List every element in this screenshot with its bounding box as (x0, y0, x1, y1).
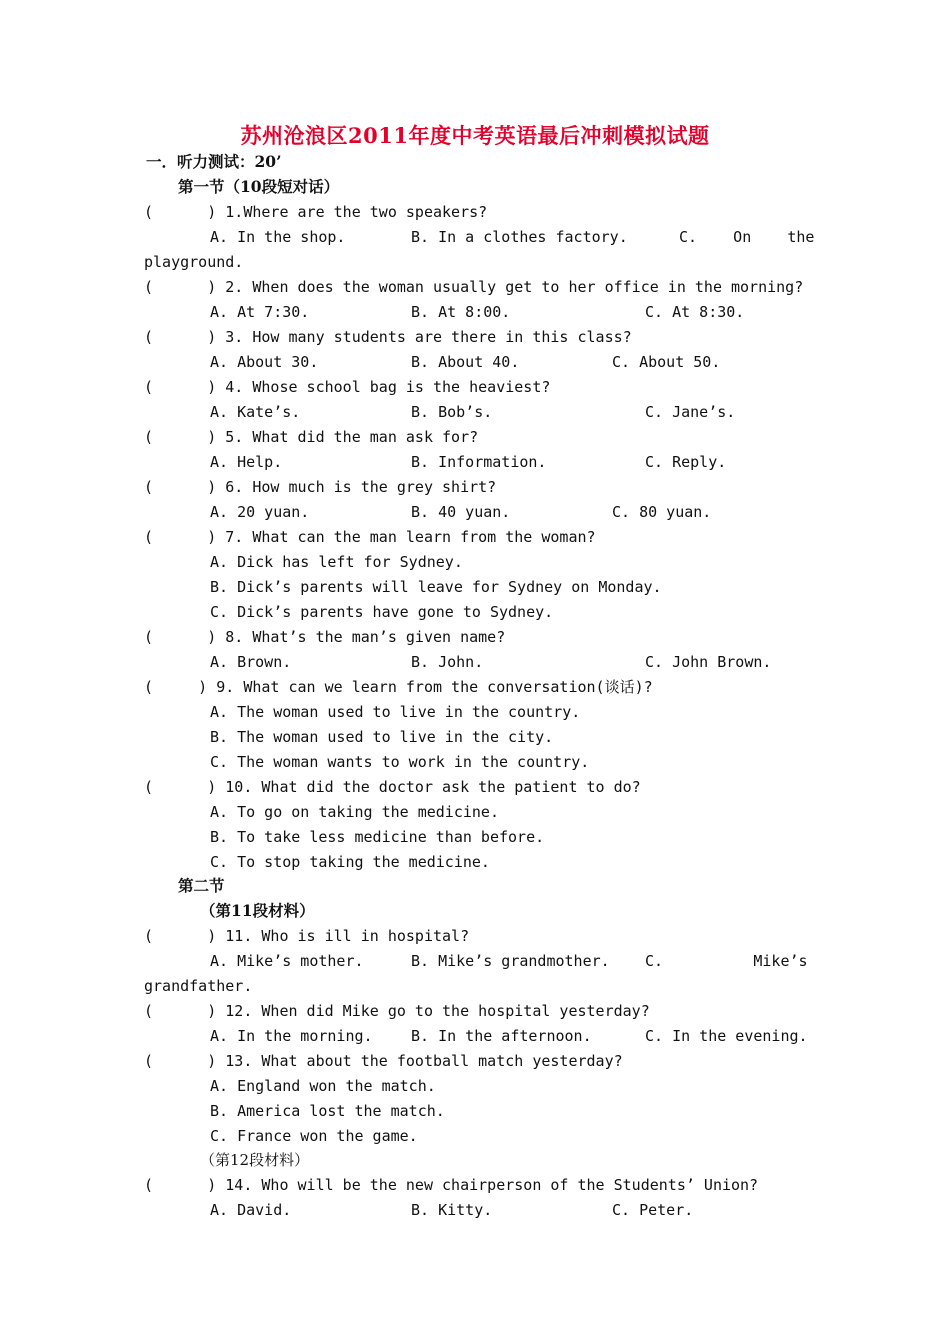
question-2: ( ) 2. When does the woman usually get to her office in the morning? (144, 278, 804, 296)
question-3: ( ) 3. How many students are there in this class? (144, 328, 632, 346)
material-11-heading: （第11段材料） (200, 901, 315, 920)
q10-option-c: C. To stop taking the medicine. (210, 853, 490, 871)
q2-option-b: B. At 8:00. (411, 303, 511, 321)
page-title: 苏州沧浪区2011年度中考英语最后冲刺模拟试题 (240, 123, 710, 148)
q4-option-c: C. Jane’s. (645, 403, 736, 421)
q3-option-a: A. About 30. (210, 353, 319, 371)
question-4: ( ) 4. Whose school bag is the heaviest? (144, 378, 551, 396)
q13-option-a: A. England won the match. (210, 1077, 436, 1095)
q1-option-c: C. On the (679, 228, 815, 246)
material-12-heading: （第12段材料） (200, 1151, 310, 1169)
question-11: ( ) 11. Who is ill in hospital? (144, 927, 470, 945)
question-1: ( ) 1.Where are the two speakers? (144, 203, 488, 221)
q10-option-a: A. To go on taking the medicine. (210, 803, 499, 821)
q6-option-b: B. 40 yuan. (411, 503, 511, 521)
q6-option-a: A. 20 yuan. (210, 503, 310, 521)
q11-option-c: C. Mike’s (645, 952, 808, 970)
q3-option-c: C. About 50. (612, 353, 721, 371)
q14-option-a: A. David. (210, 1201, 292, 1219)
q2-option-c: C. At 8:30. (645, 303, 745, 321)
q9-option-a: A. The woman used to live in the country. (210, 703, 581, 721)
q7-option-b: B. Dick’s parents will leave for Sydney on Monday. (210, 578, 662, 596)
q13-option-c: C. France won the game. (210, 1127, 418, 1145)
q9-option-b: B. The woman used to live in the city. (210, 728, 554, 746)
question-9: ( ) 9. What can we learn from the conversation(谈话)? (144, 678, 653, 696)
q2-option-a: A. At 7:30. (210, 303, 310, 321)
q7-option-c: C. Dick’s parents have gone to Sydney. (210, 603, 554, 621)
q13-option-b: B. America lost the match. (210, 1102, 445, 1120)
q3-option-b: B. About 40. (411, 353, 520, 371)
question-5: ( ) 5. What did the man ask for? (144, 428, 479, 446)
q14-option-b: B. Kitty. (411, 1201, 493, 1219)
question-8: ( ) 8. What’s the man’s given name? (144, 628, 506, 646)
question-14: ( ) 14. Who will be the new chairperson of the Students’ Union? (144, 1176, 759, 1194)
part-heading-2: 第二节 (178, 876, 225, 895)
q12-option-b: B. In the afternoon. (411, 1027, 592, 1045)
q5-option-a: A. Help. (210, 453, 283, 471)
question-12: ( ) 12. When did Mike go to the hospital yesterday? (144, 1002, 650, 1020)
part-heading: 第一节（10段短对话） (178, 177, 340, 196)
q11-option-c-cont: grandfather. (144, 977, 253, 995)
q7-option-a: A. Dick has left for Sydney. (210, 553, 463, 571)
q12-option-a: A. In the morning. (210, 1027, 373, 1045)
question-7: ( ) 7. What can the man learn from the woman? (144, 528, 596, 546)
question-10: ( ) 10. What did the doctor ask the patient to do? (144, 778, 641, 796)
q4-option-a: A. Kate’s. (210, 403, 301, 421)
section-heading: 一．听力测试：20’ (146, 152, 282, 171)
q4-option-b: B. Bob’s. (411, 403, 493, 421)
q5-option-b: B. Information. (411, 453, 547, 471)
q8-option-a: A. Brown. (210, 653, 292, 671)
q14-option-c: C. Peter. (612, 1201, 694, 1219)
q11-option-a: A. Mike’s mother. (210, 952, 364, 970)
q10-option-b: B. To take less medicine than before. (210, 828, 545, 846)
q12-option-c: C. In the evening. (645, 1027, 808, 1045)
q5-option-c: C. Reply. (645, 453, 727, 471)
q8-option-b: B. John. (411, 653, 484, 671)
question-13: ( ) 13. What about the football match yesterday? (144, 1052, 623, 1070)
question-6: ( ) 6. How much is the grey shirt? (144, 478, 497, 496)
q9-option-c: C. The woman wants to work in the country. (210, 753, 590, 771)
q1-option-a: A. In the shop. (210, 228, 346, 246)
q6-option-c: C. 80 yuan. (612, 503, 712, 521)
q1-option-c-cont: playground. (144, 253, 244, 271)
q8-option-c: C. John Brown. (645, 653, 772, 671)
q1-option-b: B. In a clothes factory. (411, 228, 628, 246)
q11-option-b: B. Mike’s grandmother. (411, 952, 610, 970)
